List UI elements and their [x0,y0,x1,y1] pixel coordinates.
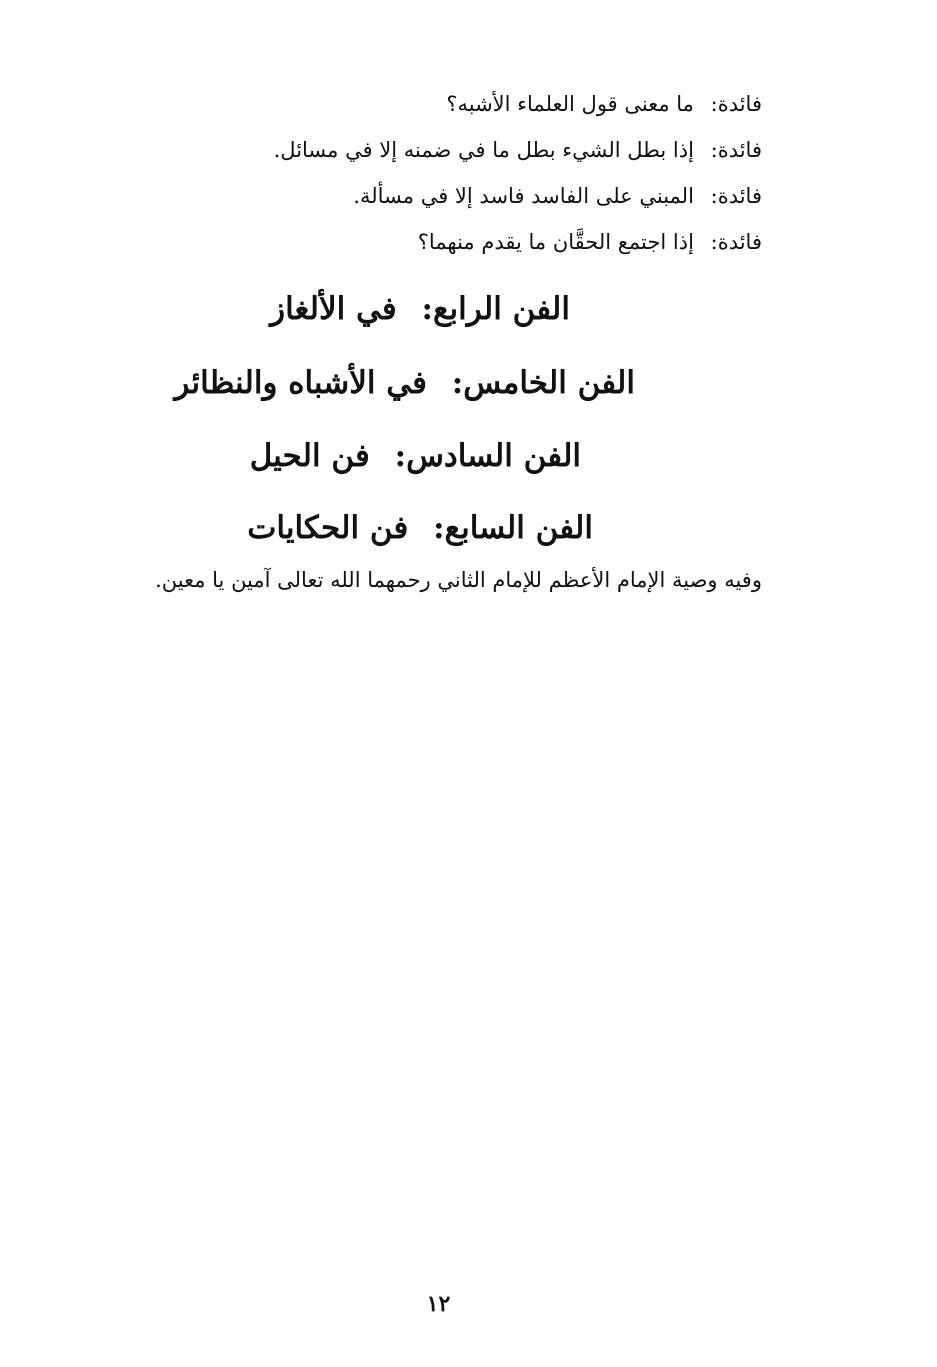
heading-title: الفن الخامس [463,365,635,401]
heading-subtitle: في الأشباه والنظائر [174,365,427,401]
note-item [162,84,762,130]
note-separator: : [710,138,718,162]
notes-list [162,84,762,268]
note-text: ما معنى قول العلماء الأشبه؟ [446,92,694,116]
heading-separator: : [421,291,433,327]
heading-separator: : [433,510,445,546]
heading-separator: : [451,365,464,401]
note-separator: : [710,184,718,208]
note-separator: : [710,92,718,116]
closing-text: وفيه وصية الإمام الأعظم للإمام الثاني رحمهما الله تعالى آمين يا معين. [155,568,762,592]
page-number: ١٢ [426,1291,451,1317]
note-text: المبني على الفاسد فاسد إلا في مسألة. [353,184,694,208]
note-label: فائدة [717,184,762,208]
heading-subtitle: في الألغاز [270,291,397,327]
note-item [162,130,762,176]
heading-subtitle: فن الحكايات [247,510,409,546]
heading-title: الفن الرابع [432,291,570,327]
note-label: فائدة [717,92,762,116]
heading-separator: : [394,438,407,474]
note-text: إذا اجتمع الحقَّان ما يقدم منهما؟ [417,230,694,254]
note-label: فائدة [717,230,762,254]
note-text: إذا بطل الشيء بطل ما في ضمنه إلا في مسائل. [273,138,694,162]
heading-title: الفن السادس [406,438,581,474]
note-item [162,222,762,268]
note-label: فائدة [717,138,762,162]
heading-subtitle: فن الحيل [249,438,370,474]
note-separator: : [710,230,718,254]
note-item [162,176,762,222]
heading-title: الفن السابع [444,510,593,546]
